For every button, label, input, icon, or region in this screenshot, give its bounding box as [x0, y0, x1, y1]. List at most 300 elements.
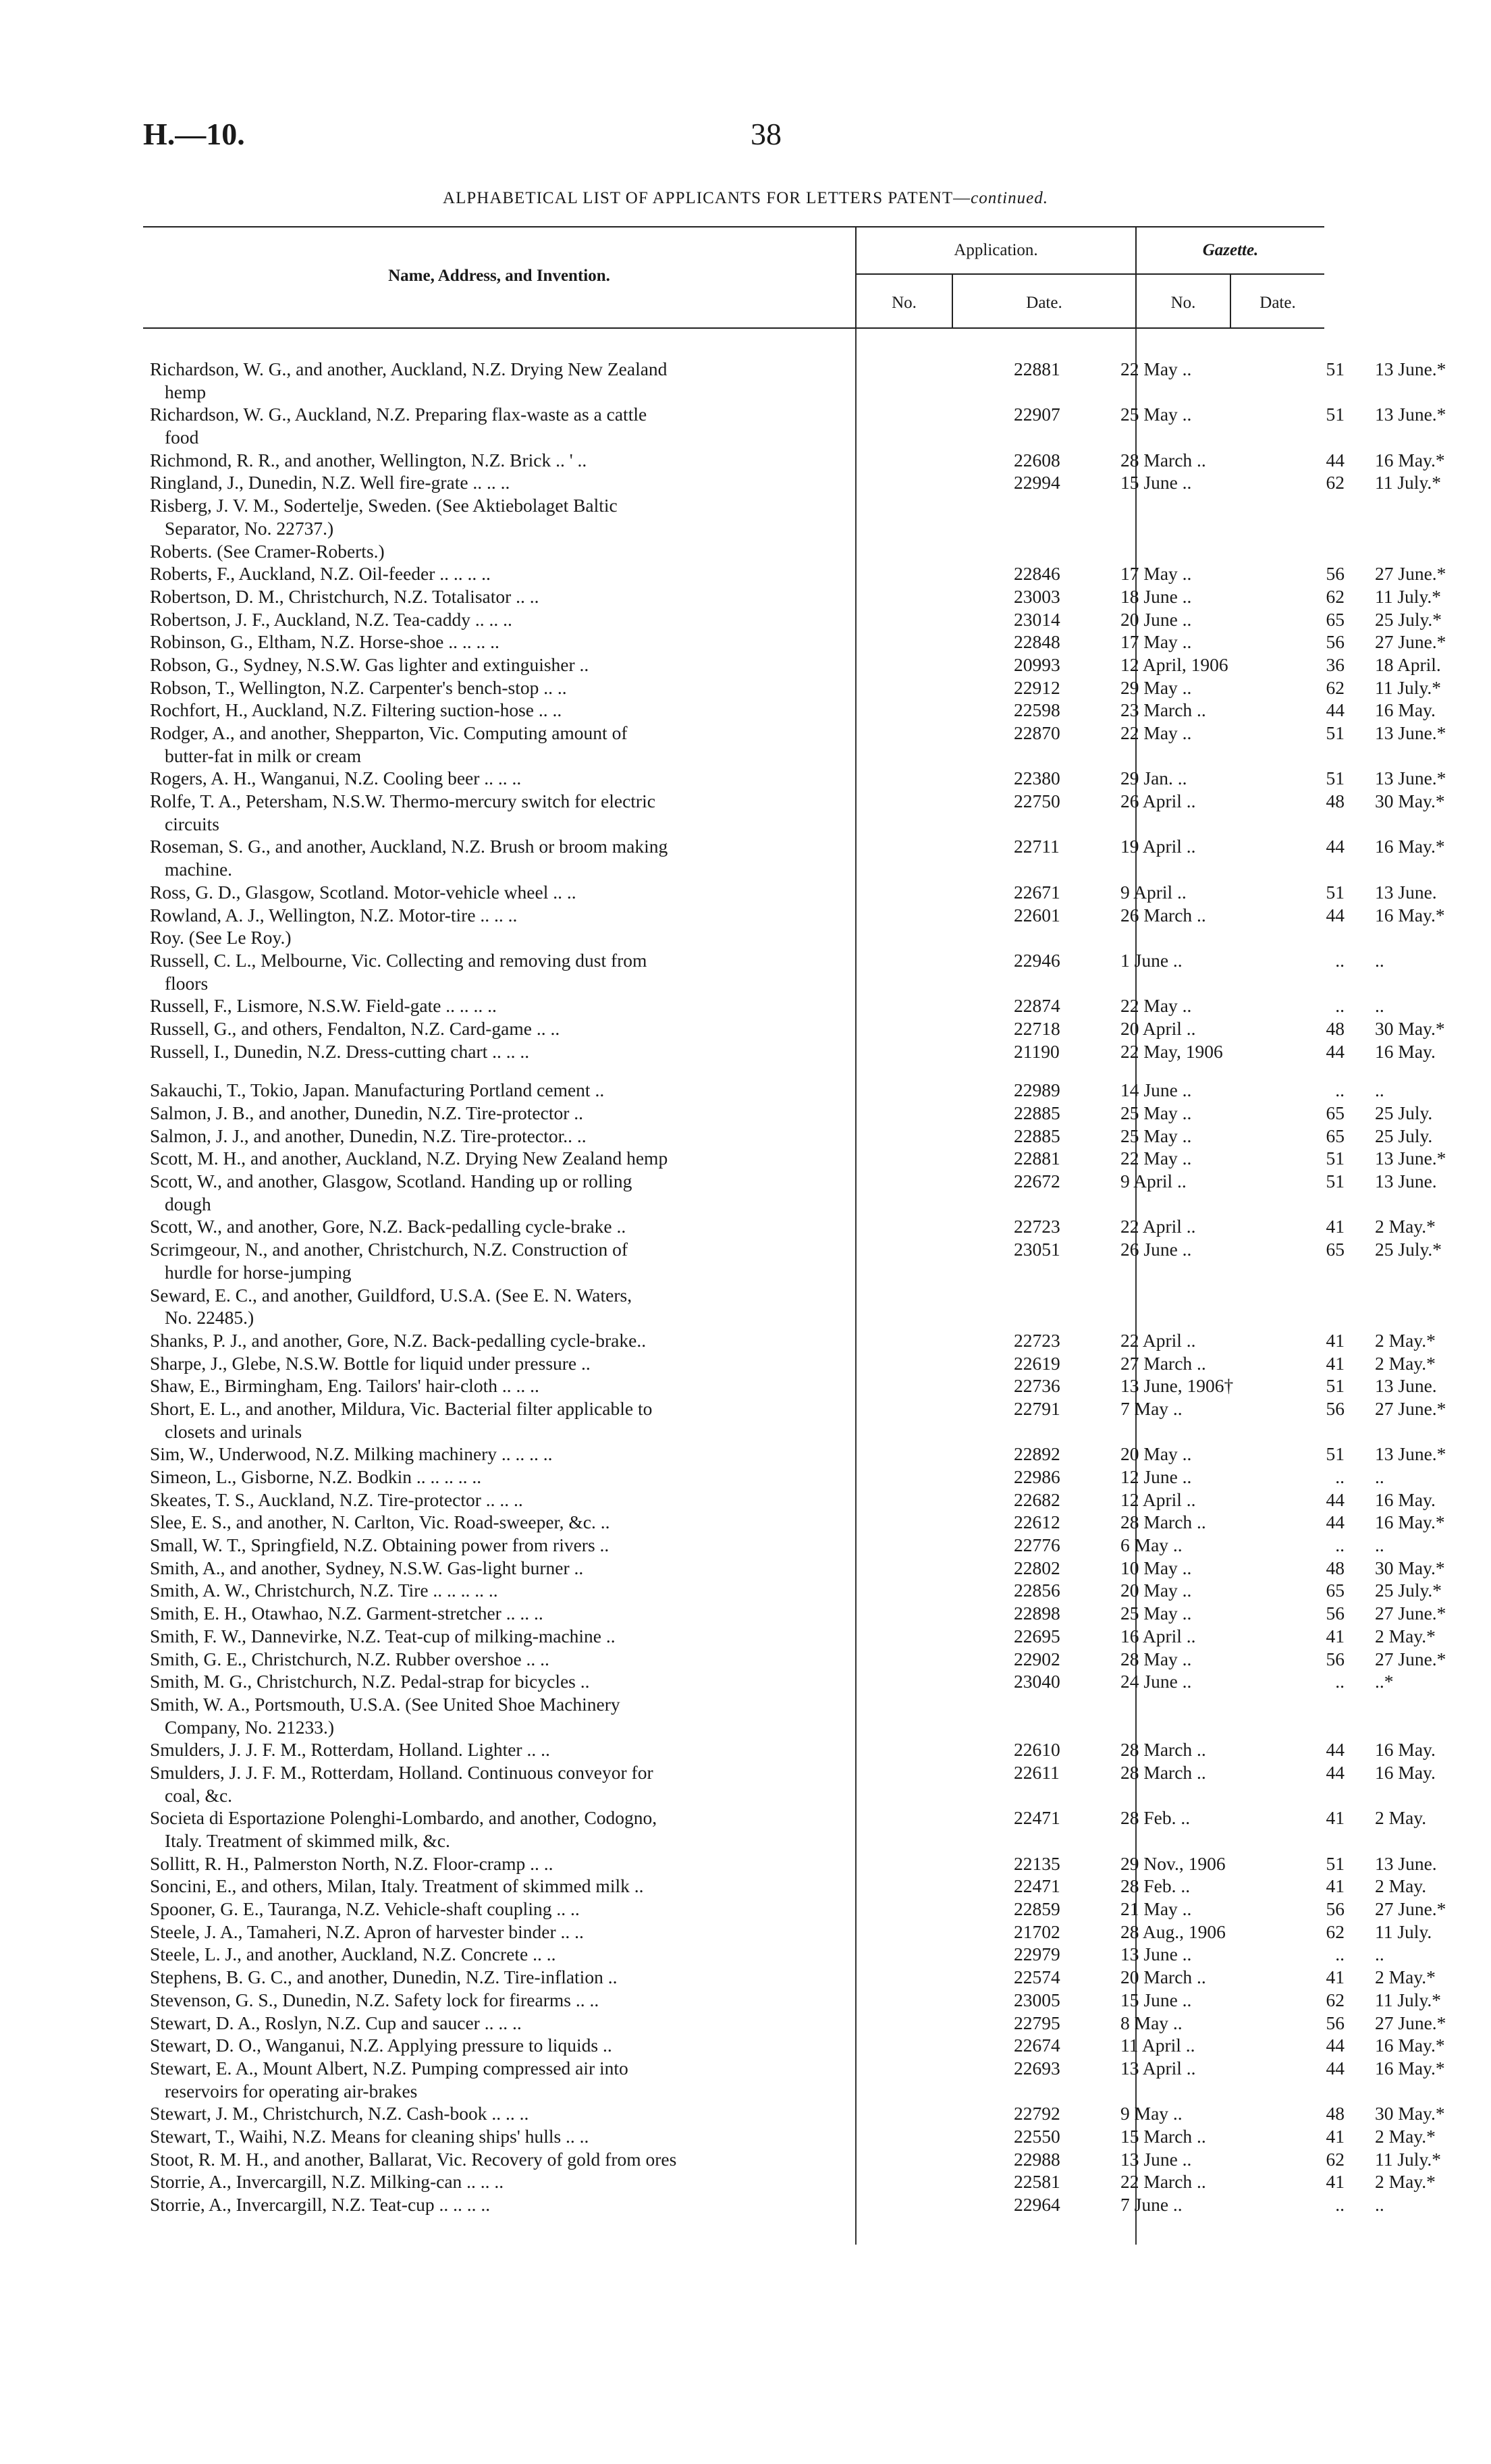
application-number: 22881 [1014, 1148, 1060, 1169]
application-date: 9 May .. [1120, 2103, 1183, 2124]
table-row [143, 1170, 1437, 1193]
application-date: 15 June .. [1120, 1989, 1192, 2010]
entry-name: Shaw, E., Birmingham, Eng. Tailors' hair-cloth .. .. .. [150, 1375, 539, 1397]
application-number: 22792 [1014, 2103, 1060, 2124]
gazette-date: .. [1375, 995, 1384, 1017]
entry-name: Shanks, P. J., and another, Gore, N.Z. Back-pedalling cycle-brake.. [150, 1329, 647, 1351]
gazette-date: 2 May.* [1375, 1329, 1436, 1351]
entry-continuation [143, 1420, 1324, 1443]
gazette-number: 44 [1326, 1489, 1345, 1510]
application-number: 22912 [1014, 676, 1060, 698]
entry-name: Stewart, E. A., Mount Albert, N.Z. Pumping compressed air into [150, 2057, 628, 2079]
application-number: 22902 [1014, 1648, 1060, 1669]
application-number: 22859 [1014, 1898, 1060, 1920]
application-date: 13 June, 1906† [1120, 1375, 1234, 1397]
entry-name: Robson, T., Wellington, N.Z. Carpenter's bench-stop .. .. [150, 676, 567, 698]
application-number: 22885 [1014, 1125, 1060, 1146]
gazette-date: 27 June.* [1375, 1603, 1446, 1624]
column-header-name: Name, Address, and Invention. [388, 267, 610, 285]
application-date: 12 April, 1906 [1120, 653, 1228, 675]
application-number: 22135 [1014, 1852, 1060, 1874]
application-date: 7 May .. [1120, 1397, 1183, 1419]
gazette-date: 27 June.* [1375, 1397, 1446, 1419]
table-row [143, 1852, 1437, 1875]
gazette-number: 44 [1326, 2035, 1345, 2056]
gazette-number: 48 [1326, 1557, 1345, 1578]
entry-name: Robinson, G., Eltham, N.Z. Horse-shoe .. .. .. .. [150, 631, 499, 653]
table-row [143, 949, 1384, 972]
entry-name-continued: hemp [165, 381, 207, 402]
application-date: 20 March .. [1120, 1966, 1206, 1988]
application-date: 28 March .. [1120, 1739, 1206, 1761]
entry-name: Scott, M. H., and another, Auckland, N.Z. Drying New Zealand hemp [150, 1148, 668, 1169]
entry-name: Robertson, J. F., Auckland, N.Z. Tea-caddy .. .. .. [150, 608, 512, 630]
application-date: 29 May .. [1120, 676, 1192, 698]
table-row [143, 1147, 1446, 1170]
gazette-number: 62 [1326, 472, 1345, 493]
gazette-date: 2 May.* [1375, 1625, 1436, 1646]
entry-name-continued: reservoirs for operating air-brakes [165, 2080, 418, 2101]
gazette-date: 30 May.* [1375, 2103, 1445, 2124]
gazette-date: 13 June. [1375, 881, 1437, 903]
entry-name: Roseman, S. G., and another, Auckland, N.Z. Brush or broom making [150, 836, 668, 857]
gazette-number: 65 [1326, 1239, 1345, 1260]
application-date: 18 June .. [1120, 585, 1192, 607]
gazette-number: 41 [1326, 1875, 1345, 1897]
column-header-app-date: Date. [1026, 294, 1062, 312]
table-row [143, 631, 1446, 653]
application-date: 13 June .. [1120, 2148, 1192, 2170]
entry-continuation [143, 381, 1324, 404]
table-row [143, 2102, 1445, 2125]
application-number: 22870 [1014, 722, 1060, 743]
entry-name: Slee, E. S., and another, N. Carlton, Vic. Road-sweeper, &c. .. [150, 1511, 610, 1533]
application-number: 22802 [1014, 1557, 1060, 1578]
table-row [143, 1625, 1436, 1648]
table-row [143, 790, 1445, 813]
table-header [143, 226, 1324, 329]
gazette-number: 44 [1326, 699, 1345, 721]
application-number: 22723 [1014, 1216, 1060, 1237]
entry-name-continued: circuits [165, 813, 219, 834]
table-row [143, 471, 1442, 494]
table-row [143, 1761, 1436, 1784]
application-number: 22695 [1014, 1625, 1060, 1646]
title-continued: continued. [971, 189, 1048, 207]
application-number: 22611 [1014, 1761, 1060, 1783]
application-date: 26 April .. [1120, 791, 1196, 812]
entry-name: Risberg, J. V. M., Sodertelje, Sweden. (See Aktiebolaget Baltic [150, 495, 618, 516]
table-row [143, 1017, 1445, 1040]
application-date: 29 Nov., 1906 [1120, 1852, 1226, 1874]
gazette-number: 51 [1326, 1148, 1345, 1169]
table-row [143, 653, 1441, 676]
gazette-date: 13 June. [1375, 1375, 1437, 1397]
entry-name: Sim, W., Underwood, N.Z. Milking machinery .. .. .. .. [150, 1443, 553, 1465]
table-row [143, 2148, 1442, 2171]
entry-name: Smith, E. H., Otawhao, N.Z. Garment-stretcher .. .. .. [150, 1603, 543, 1624]
application-date: 24 June .. [1120, 1671, 1192, 1692]
gazette-number: .. [1335, 1944, 1345, 1965]
entry-continuation [143, 1784, 1324, 1807]
table-row [143, 1989, 1442, 2012]
entry-name-continued: coal, &c. [165, 1784, 233, 1806]
application-date: 23 March .. [1120, 699, 1206, 721]
table-row [143, 1875, 1427, 1898]
table-row [143, 1534, 1384, 1557]
entry-name-continued: butter-fat in milk or cream [165, 745, 362, 766]
table-row [143, 994, 1384, 1017]
application-date: 17 May .. [1120, 631, 1192, 653]
entry-continuation [143, 1716, 1324, 1739]
title-text: ALPHABETICAL LIST OF APPLICANTS FOR LETTERS PATENT— [443, 189, 971, 207]
entry-name: Salmon, J. B., and another, Dunedin, N.Z. Tire-protector .. [150, 1102, 584, 1123]
entry-continuation [143, 745, 1324, 768]
table-row [143, 1374, 1437, 1397]
gazette-date: 27 June.* [1375, 563, 1446, 585]
application-number: 22989 [1014, 1079, 1060, 1101]
gazette-number: 36 [1326, 653, 1345, 675]
gazette-date: 16 May. [1375, 699, 1436, 721]
entry-name: Roberts, F., Auckland, N.Z. Oil-feeder .. .. .. .. [150, 563, 491, 585]
application-number: 22964 [1014, 2194, 1060, 2215]
application-date: 1 June .. [1120, 949, 1183, 971]
gazette-date: 25 July.* [1375, 1580, 1442, 1601]
table-row [143, 699, 1436, 722]
gazette-number: 51 [1326, 768, 1345, 789]
entry-name-continued: food [165, 427, 199, 448]
entry-name: Salmon, J. J., and another, Dunedin, N.Z. Tire-protector.. .. [150, 1125, 587, 1146]
entry-name: Rochfort, H., Auckland, N.Z. Filtering suction-hose .. .. [150, 699, 562, 721]
application-number: 23014 [1014, 608, 1060, 630]
entry-name-continued: No. 22485.) [165, 1307, 254, 1329]
gazette-number: 62 [1326, 1921, 1345, 1942]
gazette-date: ..* [1375, 1671, 1394, 1692]
entry-name-continued: machine. [165, 859, 233, 880]
gazette-date: .. [1375, 1534, 1384, 1556]
table-row [143, 1352, 1436, 1375]
entry-name: Storrie, A., Invercargill, N.Z. Milking-can .. .. .. [150, 2171, 504, 2193]
entry-name: Smith, W. A., Portsmouth, U.S.A. (See United Shoe Machinery [150, 1693, 620, 1715]
application-number: 22946 [1014, 949, 1060, 971]
application-number: 22619 [1014, 1352, 1060, 1374]
entry-name: Scrimgeour, N., and another, Christchurch, N.Z. Construction of [150, 1239, 628, 1260]
application-date: 28 March .. [1120, 1511, 1206, 1533]
gazette-date: 16 May.* [1375, 2035, 1445, 2056]
application-date: 25 May .. [1120, 1125, 1192, 1146]
application-number: 22723 [1014, 1329, 1060, 1351]
entry-name: Storrie, A., Invercargill, N.Z. Teat-cup .. .. .. .. [150, 2194, 491, 2215]
application-date: 19 April .. [1120, 836, 1196, 857]
application-date: 22 May .. [1120, 995, 1192, 1017]
entry-continuation [143, 1829, 1324, 1852]
table-row [143, 1806, 1427, 1829]
entry-continuation [143, 426, 1324, 449]
application-number: 22986 [1014, 1466, 1060, 1487]
application-date: 14 June .. [1120, 1079, 1192, 1101]
gazette-date: 13 June.* [1375, 1148, 1446, 1169]
table-row [143, 1943, 1384, 1966]
table-row [143, 403, 1446, 426]
gazette-number: 56 [1326, 1397, 1345, 1419]
gazette-number: 62 [1326, 1989, 1345, 2010]
application-number: 22907 [1014, 404, 1060, 425]
application-date: 12 April .. [1120, 1489, 1196, 1510]
entry-name: Scott, W., and another, Glasgow, Scotland. Handing up or rolling [150, 1171, 632, 1192]
column-header-application: Application. [954, 241, 1038, 259]
entry-continuation [143, 1261, 1324, 1284]
gazette-number: 51 [1326, 1852, 1345, 1874]
entry-name: Stoot, R. M. H., and another, Ballarat, Vic. Recovery of gold from ores [150, 2148, 677, 2170]
application-number: 22682 [1014, 1489, 1060, 1510]
entry-continuation [143, 2080, 1324, 2103]
table-row [143, 1898, 1446, 1921]
application-date: 25 May .. [1120, 404, 1192, 425]
application-date: 25 May .. [1120, 1603, 1192, 1624]
application-number: 22471 [1014, 1807, 1060, 1829]
gazette-number: 62 [1326, 2148, 1345, 2170]
table-row [143, 2193, 1384, 2216]
entry-name: Sakauchi, T., Tokio, Japan. Manufacturing Portland cement .. [150, 1079, 605, 1101]
application-number: 22776 [1014, 1534, 1060, 1556]
entry-name: Smith, G. E., Christchurch, N.Z. Rubber overshoe .. .. [150, 1648, 549, 1669]
gazette-date: 30 May.* [1375, 1017, 1445, 1039]
gazette-date: .. [1375, 1466, 1384, 1487]
gazette-number: .. [1335, 1671, 1345, 1692]
entry-continuation [143, 1306, 1324, 1329]
table-row [143, 904, 1445, 927]
application-date: 15 March .. [1120, 2125, 1206, 2147]
gazette-number: 41 [1326, 2125, 1345, 2147]
gazette-date: 30 May.* [1375, 1557, 1445, 1578]
application-date: 22 May .. [1120, 722, 1192, 743]
entry-name: Stephens, B. G. C., and another, Dunedin, N.Z. Tire-inflation .. [150, 1966, 618, 1988]
application-number: 21702 [1014, 1921, 1060, 1942]
table-row [143, 881, 1437, 904]
entry-name: Short, E. L., and another, Mildura, Vic. Bacterial filter applicable to [150, 1397, 653, 1419]
table-row [143, 1215, 1436, 1238]
table-row [143, 449, 1445, 472]
table-row [143, 926, 1324, 949]
application-date: 17 May .. [1120, 563, 1192, 585]
table-row [143, 494, 1324, 517]
gazette-number: 44 [1326, 1739, 1345, 1761]
gazette-number: 44 [1326, 1761, 1345, 1783]
application-number: 21190 [1014, 1040, 1060, 1062]
gazette-date: 11 July.* [1375, 585, 1442, 607]
entry-name: Smith, F. W., Dannevirke, N.Z. Teat-cup of milking-machine .. [150, 1625, 616, 1646]
table-row [143, 1738, 1436, 1761]
table-row [143, 1693, 1324, 1716]
gazette-number: .. [1335, 1079, 1345, 1101]
table-row [143, 1040, 1436, 1063]
table-row [143, 1397, 1446, 1420]
entry-name: Steele, L. J., and another, Auckland, N.Z. Concrete .. .. [150, 1944, 556, 1965]
gazette-number: 41 [1326, 1329, 1345, 1351]
gazette-date: 18 April. [1375, 653, 1441, 675]
application-date: 26 March .. [1120, 904, 1206, 926]
application-date: 28 March .. [1120, 1761, 1206, 1783]
application-number: 22795 [1014, 2012, 1060, 2033]
table-row [143, 2057, 1445, 2080]
table-row [143, 1443, 1446, 1466]
application-number: 22856 [1014, 1580, 1060, 1601]
entry-continuation [143, 858, 1324, 881]
entry-name: Smulders, J. J. F. M., Rotterdam, Holland. Lighter .. .. [150, 1739, 550, 1761]
gazette-date: 16 May.* [1375, 2057, 1445, 2079]
application-date: 22 May, 1906 [1120, 1040, 1223, 1062]
application-number: 22994 [1014, 472, 1060, 493]
application-date: 12 June .. [1120, 1466, 1192, 1487]
gazette-date: 11 July.* [1375, 2148, 1442, 2170]
table-row [143, 358, 1446, 381]
application-date: 27 March .. [1120, 1352, 1206, 1374]
table-row [143, 1079, 1384, 1102]
gazette-number: 48 [1326, 2103, 1345, 2124]
gazette-number: 51 [1326, 1375, 1345, 1397]
application-number: 22846 [1014, 563, 1060, 585]
gazette-date: .. [1375, 2194, 1384, 2215]
gazette-number: 41 [1326, 1966, 1345, 1988]
entry-name: Richardson, W. G., and another, Auckland, N.Z. Drying New Zealand [150, 358, 668, 379]
application-number: 22608 [1014, 449, 1060, 471]
application-number: 22598 [1014, 699, 1060, 721]
application-number: 22711 [1014, 836, 1060, 857]
application-number: 23005 [1014, 1989, 1060, 2010]
application-number: 23003 [1014, 585, 1060, 607]
application-date: 8 May .. [1120, 2012, 1183, 2033]
gazette-date: 2 May. [1375, 1875, 1427, 1897]
table-row [143, 1489, 1436, 1511]
entry-name: Richmond, R. R., and another, Wellington, N.Z. Brick .. ' .. [150, 449, 587, 471]
application-date: 16 April .. [1120, 1625, 1196, 1646]
entry-name: Stewart, D. O., Wanganui, N.Z. Applying pressure to liquids .. [150, 2035, 612, 2056]
gazette-number: 48 [1326, 791, 1345, 812]
entry-name: Robson, G., Sydney, N.S.W. Gas lighter and extinguisher .. [150, 653, 589, 675]
gazette-number: 56 [1326, 2012, 1345, 2033]
application-number: 22881 [1014, 358, 1060, 379]
application-number: 22750 [1014, 791, 1060, 812]
entry-name: Russell, G., and others, Fendalton, N.Z. Card-game .. .. [150, 1017, 560, 1039]
gazette-date: 27 June.* [1375, 2012, 1446, 2033]
application-date: 9 April .. [1120, 881, 1187, 903]
application-number: 22612 [1014, 1511, 1060, 1533]
gazette-date: 2 May.* [1375, 1966, 1436, 1988]
gazette-date: 13 June. [1375, 1171, 1437, 1192]
gazette-date: 2 May.* [1375, 2125, 1436, 2147]
gazette-date: 13 June. [1375, 1852, 1437, 1874]
gazette-date: 11 July.* [1375, 472, 1442, 493]
entry-name: Smulders, J. J. F. M., Rotterdam, Holland. Continuous conveyor for [150, 1761, 653, 1783]
table-row [143, 1557, 1445, 1580]
gazette-date: .. [1375, 1079, 1384, 1101]
gazette-number: 65 [1326, 1125, 1345, 1146]
entry-name: Rogers, A. H., Wanganui, N.Z. Cooling beer .. .. .. [150, 768, 522, 789]
gazette-number: 41 [1326, 1807, 1345, 1829]
table-row [143, 767, 1446, 790]
table-row [143, 2170, 1436, 2193]
header-sub-rule [857, 273, 1324, 275]
table-row [143, 1511, 1445, 1534]
gazette-number: 62 [1326, 676, 1345, 698]
application-date: 28 May .. [1120, 1648, 1192, 1669]
gazette-date: 27 June.* [1375, 1898, 1446, 1920]
entry-name-continued: Italy. Treatment of skimmed milk, &c. [165, 1830, 450, 1851]
table-row [143, 2125, 1436, 2148]
application-date: 10 May .. [1120, 1557, 1192, 1578]
gazette-date: 11 July.* [1375, 1989, 1442, 2010]
gazette-number: 44 [1326, 1040, 1345, 1062]
entry-name-continued: hurdle for horse-jumping [165, 1261, 352, 1283]
gazette-number: .. [1335, 2194, 1345, 2215]
application-number: 22892 [1014, 1443, 1060, 1465]
gazette-number: 44 [1326, 449, 1345, 471]
gazette-number: 65 [1326, 1102, 1345, 1123]
table-row [143, 2034, 1445, 2057]
application-date: 13 April .. [1120, 2057, 1196, 2079]
application-date: 11 April .. [1120, 2035, 1195, 2056]
gazette-number: 41 [1326, 1216, 1345, 1237]
entry-name: Scott, W., and another, Gore, N.Z. Back-pedalling cycle-brake .. [150, 1216, 626, 1237]
table-row [143, 1966, 1436, 1989]
gazette-date: 2 May.* [1375, 1352, 1436, 1374]
gazette-date: 2 May. [1375, 1807, 1427, 1829]
application-number: 22581 [1014, 2171, 1060, 2193]
gazette-date: 25 July.* [1375, 1239, 1442, 1260]
gazette-date: 13 June.* [1375, 1443, 1446, 1465]
entry-name: Soncini, E., and others, Milan, Italy. Treatment of skimmed milk .. [150, 1875, 644, 1897]
table-row [143, 676, 1442, 699]
table-row [143, 722, 1446, 745]
application-number: 22885 [1014, 1102, 1060, 1123]
application-date: 13 June .. [1120, 1944, 1192, 1965]
entry-name: Rolfe, T. A., Petersham, N.S.W. Thermo-mercury switch for electric [150, 791, 655, 812]
gazette-number: 56 [1326, 631, 1345, 653]
application-date: 26 June .. [1120, 1239, 1192, 1260]
gazette-number: 56 [1326, 1603, 1345, 1624]
gazette-date: 16 May. [1375, 1040, 1436, 1062]
application-date: 22 May .. [1120, 1148, 1192, 1169]
column-header-app-no: No. [892, 294, 917, 312]
gazette-date: 27 June.* [1375, 631, 1446, 653]
application-number: 22693 [1014, 2057, 1060, 2079]
entries-table [143, 358, 1446, 2216]
section-gap [143, 1063, 1324, 1079]
table-row [143, 562, 1446, 585]
gazette-number: 41 [1326, 1352, 1345, 1374]
gazette-date: 27 June.* [1375, 1648, 1446, 1669]
entry-continuation [143, 813, 1324, 836]
entry-name: Steele, J. A., Tamaheri, N.Z. Apron of harvester binder .. .. [150, 1921, 584, 1942]
gazette-number: .. [1335, 949, 1345, 971]
application-number: 22671 [1014, 881, 1060, 903]
application-number: 22601 [1014, 904, 1060, 926]
column-header-gaz-no: No. [1170, 294, 1196, 312]
entry-name: Spooner, G. E., Tauranga, N.Z. Vehicle-shaft coupling .. .. [150, 1898, 580, 1920]
application-date: 15 June .. [1120, 472, 1192, 493]
entry-name: Roberts. (See Cramer-Roberts.) [150, 540, 385, 562]
application-date: 29 Jan. .. [1120, 768, 1187, 789]
application-date: 20 May .. [1120, 1580, 1192, 1601]
gazette-date: 13 June.* [1375, 768, 1446, 789]
gazette-date: 2 May.* [1375, 1216, 1436, 1237]
gazette-date: 2 May.* [1375, 2171, 1436, 2193]
application-number: 22988 [1014, 2148, 1060, 2170]
application-number: 22674 [1014, 2035, 1060, 2056]
table-row [143, 608, 1442, 631]
entry-name: Small, W. T., Springfield, N.Z. Obtaining power from rivers .. [150, 1534, 609, 1556]
table-row [143, 540, 1324, 563]
